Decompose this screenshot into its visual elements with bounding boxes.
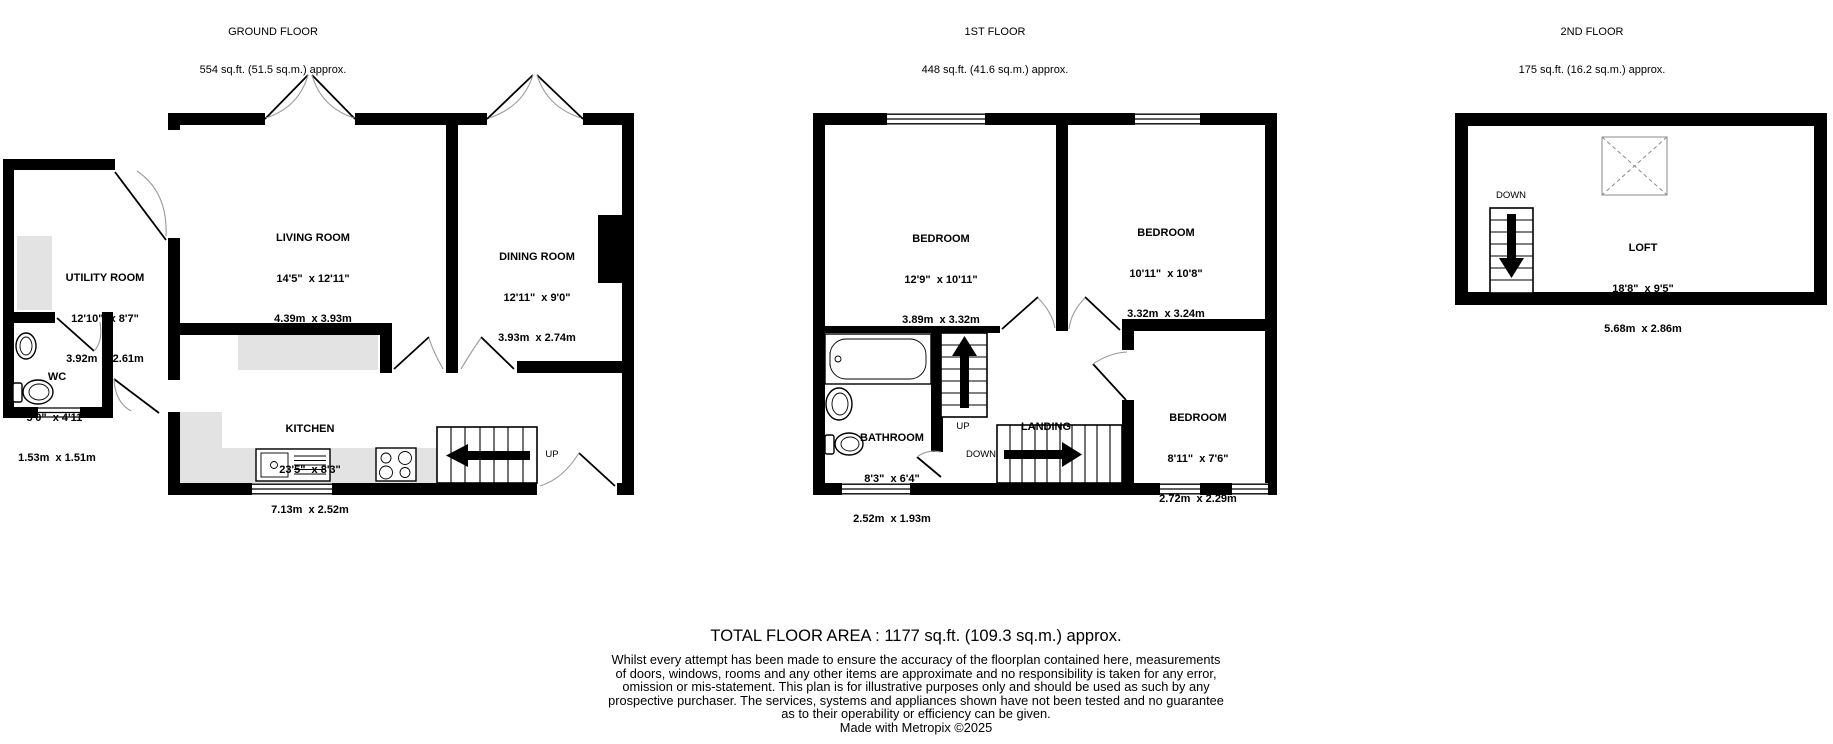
- room-dim-imperial: 14'5" x 12'11": [276, 272, 350, 285]
- stair-label-up-first: UP: [956, 421, 970, 432]
- utility-door: [115, 171, 166, 240]
- disclaimer-line: prospective purchaser. The services, systems and appliances shown have not been tested and no guarantee: [608, 692, 1224, 708]
- room-name: LIVING ROOM: [276, 232, 350, 244]
- skylight: [1602, 137, 1667, 195]
- floor-area: 448 sq.ft. (41.6 sq.m.) approx.: [921, 63, 1069, 76]
- room-name: UTILITY ROOM: [65, 272, 145, 284]
- room-dim-imperial: 8'11" x 7'6": [1167, 452, 1229, 465]
- kitchen-living-door: [394, 337, 443, 369]
- floor-area: 554 sq.ft. (51.5 sq.m.) approx.: [199, 63, 347, 76]
- loft-stairs-down: [1490, 208, 1533, 293]
- room-dim-metric: 3.93m x 2.74m: [498, 332, 576, 344]
- room-dim-imperial: 5'0" x 4'11": [26, 411, 88, 424]
- floor-header-ground: [200, 1, 347, 101]
- room-name: BEDROOM: [1137, 227, 1195, 239]
- bedroom3-door: [1093, 352, 1127, 400]
- room-dim-imperial: 12'10" x 8'7": [71, 312, 139, 325]
- room-dim-imperial: 12'11" x 9'0": [503, 291, 571, 304]
- bedroom2-window: [1135, 113, 1200, 125]
- total-floor-area: TOTAL FLOOR AREA : 1177 sq.ft. (109.3 sq.m.) approx.: [710, 627, 1122, 645]
- room-dim-metric: 1.53m x 1.51m: [18, 452, 96, 464]
- floor-title: 1ST FLOOR: [964, 26, 1026, 38]
- metropix-credit: Made with Metropix ©2025: [839, 719, 993, 735]
- bedroom1-door: [1002, 297, 1055, 329]
- room-label-landing: [1021, 394, 1071, 462]
- disclaimer-line: Whilst every attempt has been made to ensure the accuracy of the floorplan contained here, measurements: [611, 652, 1221, 667]
- room-label-living-room: [274, 205, 352, 354]
- floor-header-first: [922, 1, 1069, 101]
- stove-hob: [376, 448, 416, 481]
- disclaimer-line: of doors, windows, rooms and any other items are approximate and no responsibility is taken for any error,: [615, 665, 1217, 681]
- room-dim-metric: 7.13m x 2.52m: [271, 504, 349, 516]
- stair-label-up-ground: UP: [545, 449, 559, 460]
- room-name: DINING ROOM: [499, 251, 575, 263]
- bathroom-basin: [826, 388, 852, 420]
- ground-stairs: [437, 427, 537, 483]
- floor-header-second: [1519, 1, 1666, 101]
- room-label-kitchen: [271, 396, 349, 545]
- room-label-dining-room: [498, 224, 576, 373]
- bedroom3-window: [1232, 483, 1268, 495]
- room-name: WC: [47, 371, 67, 383]
- room-name: KITCHEN: [285, 423, 335, 435]
- floor-title: 2ND FLOOR: [1560, 26, 1624, 38]
- room-label-bedroom-3: [1159, 385, 1237, 534]
- room-name: LOFT: [1628, 242, 1658, 254]
- room-label-bathroom: [853, 405, 931, 554]
- room-dim-metric: 2.52m x 1.93m: [853, 513, 931, 525]
- bedroom2-door: [1069, 297, 1120, 330]
- room-dim-metric: 3.32m x 3.24m: [1127, 308, 1205, 320]
- room-label-bedroom-2: [1127, 200, 1205, 349]
- room-label-bedroom-1: [902, 206, 980, 355]
- floor-title: GROUND FLOOR: [228, 26, 318, 38]
- room-dim-metric: 4.39m x 3.93m: [274, 313, 352, 325]
- stair-label-down-loft: DOWN: [1495, 190, 1527, 201]
- room-name: BATHROOM: [860, 432, 924, 444]
- room-name: BEDROOM: [1169, 412, 1227, 424]
- floor-area: 175 sq.ft. (16.2 sq.m.) approx.: [1518, 63, 1666, 76]
- stair-label-down-first: DOWN: [965, 449, 997, 460]
- room-dim-metric: 3.89m x 3.32m: [902, 314, 980, 326]
- dining-room-french-doors: [487, 75, 583, 119]
- room-dim-metric: 2.72m x 2.29m: [1159, 493, 1237, 505]
- disclaimer: [608, 653, 1224, 735]
- room-label-loft: [1604, 215, 1682, 364]
- room-dim-imperial: 18'8" x 9'5": [1612, 282, 1674, 295]
- disclaimer-line: as to their operability or efficiency can be given.: [781, 706, 1051, 722]
- room-dim-imperial: 12'9" x 10'11": [904, 273, 978, 286]
- room-name: BEDROOM: [912, 233, 970, 245]
- room-dim-imperial: 8'3" x 6'4": [864, 472, 920, 485]
- disclaimer-line: omission or mis-statement. This plan is for illustrative purposes only and should be used as such by any: [622, 679, 1210, 695]
- room-dim-metric: 3.92m x 2.61m: [66, 353, 144, 365]
- room-name: LANDING: [1020, 421, 1072, 433]
- room-dim-imperial: 23'5" x 8'3": [279, 463, 341, 476]
- room-dim-metric: 5.68m x 2.86m: [1604, 323, 1682, 335]
- room-label-wc: [18, 344, 96, 493]
- bedroom1-window: [887, 113, 985, 125]
- room-dim-imperial: 10'11" x 10'8": [1129, 267, 1203, 280]
